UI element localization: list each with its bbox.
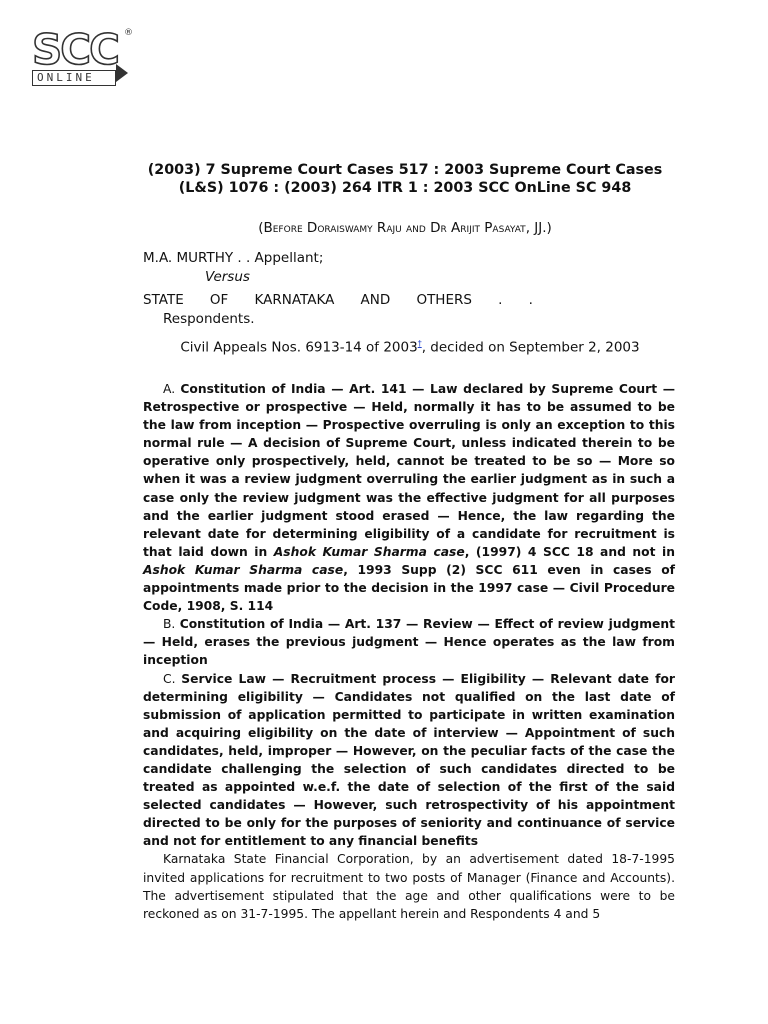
respondent-word: OF bbox=[209, 292, 229, 308]
headnote-a-text bbox=[143, 382, 675, 613]
appeal-citation bbox=[160, 335, 660, 357]
respondent-word: STATE bbox=[143, 292, 184, 308]
headnote-b bbox=[143, 615, 675, 669]
decision-date: , decided on September 2, 2003 bbox=[421, 339, 640, 356]
versus-label: Versus bbox=[205, 269, 250, 285]
logo-arrow-icon bbox=[116, 64, 128, 82]
scc-online-logo bbox=[32, 25, 133, 88]
bench-line bbox=[140, 219, 670, 237]
headnote-a-part: , (1997) 4 SCC 18 and not in bbox=[464, 544, 675, 559]
bench-judges: Before Doraiswamy Raju and Dr Arijit Pasayat bbox=[263, 220, 526, 236]
bench-open: ( bbox=[258, 220, 264, 236]
headnote-b-text: Constitution of India — Art. 137 — Review — Effect of review judgment — Held, erases the previous judgment — Hence operates as the law from inception bbox=[143, 617, 675, 668]
registered-mark: ® bbox=[124, 28, 133, 38]
respondent-word: AND bbox=[360, 292, 391, 308]
respondent-word: . bbox=[498, 292, 503, 308]
respondent-word: KARNATAKA bbox=[254, 292, 335, 308]
respondent-word: OTHERS bbox=[416, 292, 472, 308]
bench-close: , JJ.) bbox=[525, 220, 552, 236]
body-paragraph: Karnataka State Financial Corporation, by an advertisement dated 18-7-1995 invited applications for recruitment to two posts of Manager (Finance and Accounts). The advertisement stipulated that the age and other qualifications were to be reckoned as on 31-7-1995. The appellant herein and Respondents 4 and 5 bbox=[143, 852, 675, 921]
headnote-c bbox=[143, 670, 675, 851]
logo-scc-text: SCC bbox=[32, 25, 118, 74]
headnote-a-part: Constitution of India — Art. 141 — Law declared by Supreme Court — Retrospective or prospective — Held, normally it has to be assumed to be the law from inception — Prospective overruling is only an exception to this normal rule — A decision of Supreme Court, unless indicated therein to be operative only prospectively, held, cannot be treated to be so — More so when it was a review judgment overruling the earlier judgment as in such a case only the review judgment was the effective judgment for all purposes and the earlier judgment stood erased — Hence, the law regarding the relevant date for determining eligibility of a candidate for recruitment is that laid down in bbox=[143, 382, 676, 559]
respondent-line bbox=[143, 290, 533, 310]
case-citation-title: (2003) 7 Supreme Court Cases 517 : 2003 Supreme Court Cases (L&S) 1076 : (2003) 264 ITR 1 : 2003 SCC OnLine SC 948 bbox=[147, 162, 663, 196]
footnote-link[interactable]: † bbox=[417, 339, 422, 348]
headnote-a-part: , 1993 Supp (2) SCC 611 even in cases of appointments made prior to the decision in the 1997 case — Civil Procedure Code, 1908, S. 114 bbox=[143, 562, 675, 614]
headnote-label: B. bbox=[163, 617, 180, 632]
appeal-numbers: Civil Appeals Nos. 6913-14 of 2003 bbox=[180, 339, 418, 356]
respondent-role: Respondents. bbox=[163, 311, 255, 327]
case-name: Ashok Kumar Sharma case bbox=[273, 544, 465, 559]
appellant-line: M.A. MURTHY . . Appellant; bbox=[143, 250, 324, 266]
headnote-a bbox=[143, 380, 675, 615]
headnote-label: A. bbox=[163, 382, 181, 396]
respondent-word: . bbox=[528, 292, 533, 308]
headnote-label: C. bbox=[163, 671, 182, 686]
headnotes-section bbox=[143, 380, 675, 923]
logo-online-bar bbox=[32, 70, 116, 86]
logo-online-text: ONLINE bbox=[37, 71, 95, 84]
case-name: Ashok Kumar Sharma case bbox=[143, 562, 344, 577]
headnote-c-text: Service Law — Recruitment process — Eligibility — Relevant date for determining eligibility — Candidates not qualified on the last date of submission of application permitted to participate in written examination and acquiring eligibility on the date of interview — Appointment of such candidates, held, improper — However, on the peculiar facts of the case the candidate challenging the selection of such candidates directed to be treated as appointed w.e.f. the date of selection of the first of the said selected candidates — However, such retrospectivity of his appointment directed to be only for the purposes of seniority and continuance of service and not for entitlement to any financial benefits bbox=[143, 671, 675, 849]
